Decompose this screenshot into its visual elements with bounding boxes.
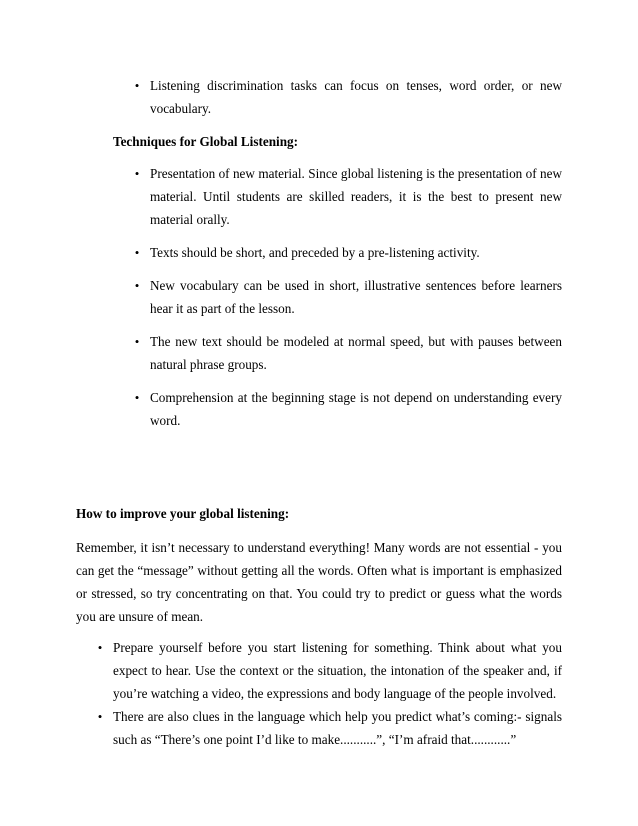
bullet-icon: • (134, 166, 140, 181)
list-item (134, 274, 562, 320)
list-item (134, 162, 562, 231)
list-item (134, 386, 562, 432)
bullet-icon: • (134, 78, 140, 93)
list-item-text: Listening discrimination tasks can focus on tenses, word order, or new vocabulary. (150, 78, 562, 116)
bullet-icon: • (134, 390, 140, 405)
improve-list (97, 636, 562, 751)
list-item-text: The new text should be modeled at normal speed, but with pauses between natural phrase groups. (150, 334, 562, 372)
global-techniques-heading: Techniques for Global Listening: (113, 134, 299, 149)
list-item (134, 74, 562, 120)
bullet-icon: • (97, 640, 103, 655)
list-item (97, 705, 562, 751)
improve-paragraph: Remember, it isn’t necessary to understand everything! Many words are not essential - you can get the “message” without getting all the words. Often what is important is emphasized or stressed, so try concentrating on that. You could try to predict or guess what the words you are unsure of mean. (76, 540, 562, 624)
bullet-icon: • (134, 334, 140, 349)
global-techniques-list (134, 162, 562, 432)
bullet-icon: • (134, 245, 140, 260)
top-bullet-list (134, 74, 562, 120)
list-item (134, 241, 562, 264)
list-item (134, 330, 562, 376)
list-item-text: Presentation of new material. Since global listening is the presentation of new material. Until students are skilled readers, it is the best to present new material orally. (150, 166, 562, 227)
list-item-text: Comprehension at the beginning stage is not depend on understanding every word. (150, 390, 562, 428)
improve-heading: How to improve your global listening: (76, 506, 290, 521)
bullet-icon: • (134, 278, 140, 293)
list-item-text: Prepare yourself before you start listening for something. Think about what you expect to hear. Use the context or the situation, the intonation of the speaker and, if you’re watching a video, the expressions and body language of the people involved. (113, 640, 562, 701)
list-item-text: There are also clues in the language which help you predict what’s coming:- signals such as “There’s one point I’d like to make...........”, “I’m afraid that............” (113, 709, 562, 747)
bullet-icon: • (97, 709, 103, 724)
list-item-text: New vocabulary can be used in short, illustrative sentences before learners hear it as part of the lesson. (150, 278, 562, 316)
list-item (97, 636, 562, 705)
list-item-text: Texts should be short, and preceded by a pre-listening activity. (150, 245, 480, 260)
